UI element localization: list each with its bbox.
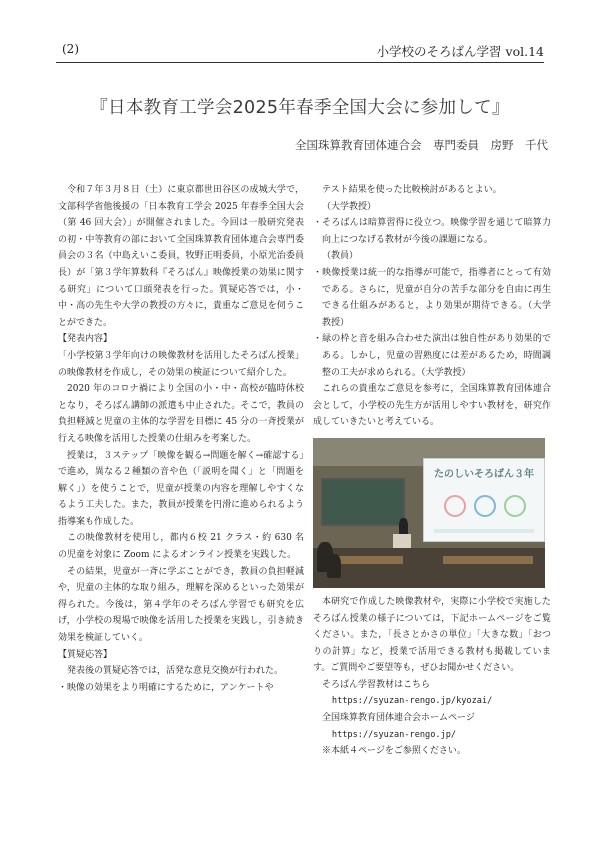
qa-bullet-2-source: （教員） xyxy=(322,251,359,262)
screen-circle-3 xyxy=(504,495,526,517)
qa-bullet-1-source: （大学教授） xyxy=(322,201,377,212)
link-1-url[interactable]: https://syuzan-rengo.jp/kyozai/ xyxy=(331,696,493,707)
desk-1 xyxy=(333,556,403,564)
qa-bullet-1: ・映像の効果をより明確にするために，アンケートや xyxy=(58,682,274,693)
qa-bullet-3: ・映像授業は統一的な指導が可能で，指導者にとって有効である。さらに，児童が自分の苦手な部分を自由に再生できる仕組みがあると，より効果が期待できる。（大学教授） xyxy=(313,267,551,328)
qa-paragraph: 発表後の質疑応答では，活発な意見交換が行われた。 xyxy=(67,666,284,677)
presentation-paragraph-1: 「小学校第３学年向けの映像教材を活用したそろばん授業」の映像教材を作成し，その効果の検証について紹介した。 xyxy=(58,350,304,378)
presentation-paragraph-5: その結果，児童が一斉に学ぶことができ，教員の負担軽減や，児童の主体的な取り組み，理解を深めるといった効果が得られた。今後は，第４学年のそろばん学習でも研究を広げ，小学校の現場で映像を活用した授業を実践し，引き続き効果を検証していく。 xyxy=(58,566,304,644)
presentation-paragraph-2: 2020 年のコロナ禍により全国の小・中・高校が臨時休校となり，そろばん講師の派遣も中止された。そこで，教員の負担軽減と児童の主体的な学習を目標に 45 分の一斉授業が行える映像を活用した授業の仕組みを考案した。 xyxy=(58,384,304,444)
section-heading-qa: 【質疑応答】 xyxy=(58,649,113,660)
page-header xyxy=(56,40,544,63)
link-2-label: 全国珠算教育団体連合会ホームページ xyxy=(322,713,475,724)
link-2-url[interactable]: https://syuzan-rengo.jp/ xyxy=(331,729,457,740)
left-column xyxy=(58,182,304,696)
closing-paragraph: これらの貴重なご意見を参考に，全国珠算教育団体連合会として，小学校の先生方が活用しやすい教材を，研究作成していきたいと考えている。 xyxy=(313,384,551,428)
right-column xyxy=(313,182,551,760)
publication-title: 小学校のそろばん学習 vol.14 xyxy=(376,44,544,59)
desk-2 xyxy=(443,556,533,564)
qa-bullet-1-continued: テスト結果を使った比較検討があるとよい。 xyxy=(322,185,502,195)
presentation-paragraph-4: この映像教材を使用し，都内６校 21 クラス・約 630 名の児童を対象に Zoom によるオンライン授業を実践した。 xyxy=(58,533,304,561)
link-1-label: そろばん学習教材はこちら xyxy=(322,679,431,690)
projection-screen xyxy=(423,458,545,542)
article-title: 『日本教育工学会2025年春季全国大会に参加して』 xyxy=(90,98,510,118)
qa-bullet-4: ・緑の枠と音を組み合わせた演出は独自性があり効果的である。しかし，児童の習熟度には差があるため，時間調整の工夫が求められる。（大学教授） xyxy=(313,334,551,378)
reference-note: ※本紙４ページをご参照ください。 xyxy=(322,746,466,757)
after-photo-paragraph: 本研究で作成した映像教材や，実際に小学校で実施したそろばん授業の様子については，下記ホームページをご覧ください。また，「長さとかさの単位」「大きな数」「おつりの計算」など，授業で活用できる教材も掲載しています。ご質問やご要望等も，ぜひお聞かせください。 xyxy=(313,596,551,674)
article-byline: 全国珠算教育団体連合会 専門委員 房野 千代 xyxy=(295,138,548,152)
screen-circle-1 xyxy=(444,495,466,517)
audience-person-2 xyxy=(327,554,341,578)
screen-circle-2 xyxy=(474,495,496,517)
conference-photo xyxy=(313,438,545,588)
screen-title: たのしいそろばん３年 xyxy=(434,468,534,480)
page-number: (2) xyxy=(62,42,79,56)
section-heading-presentation: 【発表内容】 xyxy=(58,334,113,345)
photo-floor xyxy=(313,548,545,588)
qa-bullet-2: ・そろばんは暗算習得に役立つ。映像学習を通じて暗算力向上につなげる教材が今後の課題になる。 xyxy=(313,218,551,245)
intro-paragraph: 令和７年３月８日（土）に東京都世田谷区の成城大学で，文部科学省他後援の「日本教育工学会 2025 年春季全国大会（第 46 回大会）」が開催されました。今回は一般研究発表の初・中等教育の部において全国珠算教育団体連合会専門委員会の３名（中島えいこ委員，牧野正明委員，小原光治委員長）が「第３学年算数科『そろばん』映像授業の効果に関する研究」について口頭発表を行った。質疑応答では，小・中・高の先生や大学の教授の方々に，貴重なご意見を伺うことができた。 xyxy=(58,185,304,328)
presentation-paragraph-3: 授業は，３ステップ「映像を観る→問題を解く→確認する」で進め，異なる２種類の音や色（「説明を聞く」と「問題を解く」）を使うことで，児童が授業の内容を理解しやすくなるよう工夫した。また，教員が授業を円滑に進められるよう指導案も作成した。 xyxy=(58,450,304,527)
photo-blackboard xyxy=(321,478,405,526)
screen-footer-bar xyxy=(434,529,534,533)
